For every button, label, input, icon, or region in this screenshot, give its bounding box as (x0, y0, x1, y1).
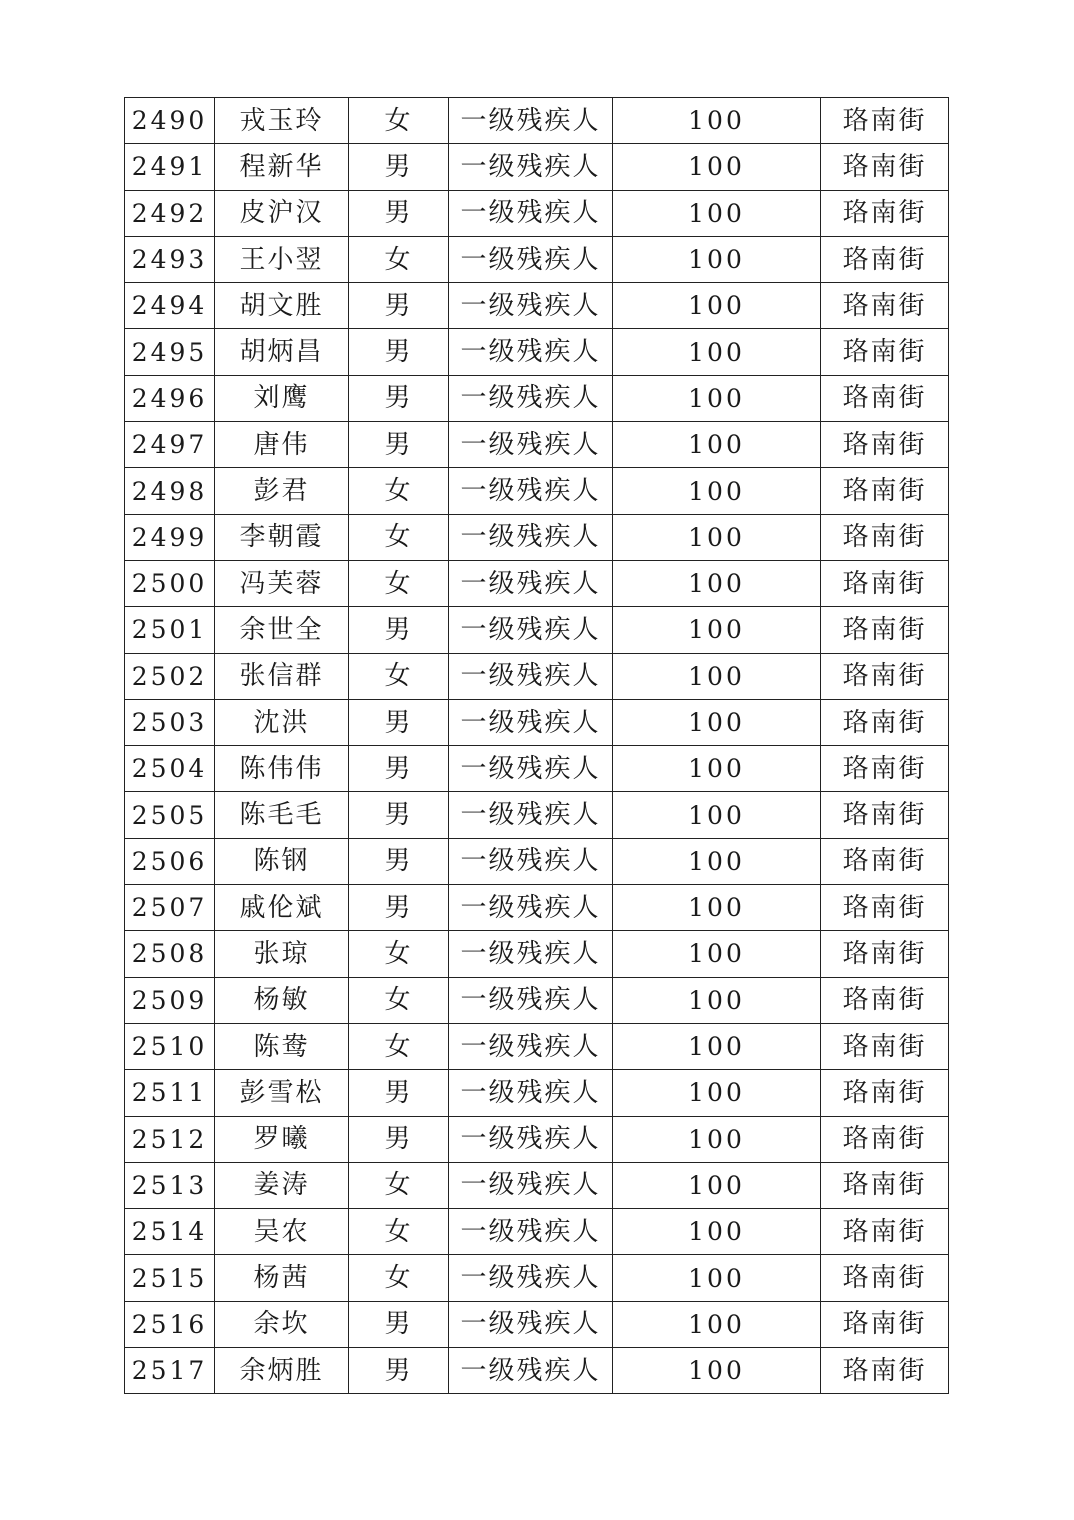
street-cell: 珞南街 (821, 514, 949, 560)
street-cell: 珞南街 (821, 607, 949, 653)
name-cell: 陈毛毛 (215, 792, 349, 838)
street-cell: 珞南街 (821, 1255, 949, 1301)
amount-cell: 100 (613, 98, 821, 144)
name-cell: 王小翌 (215, 236, 349, 282)
gender-cell: 男 (349, 422, 449, 468)
table-row (125, 1301, 949, 1347)
amount-cell: 100 (613, 699, 821, 745)
street-cell: 珞南街 (821, 1301, 949, 1347)
gender-cell: 男 (349, 190, 449, 236)
name-cell: 杨敏 (215, 977, 349, 1023)
serial-number-cell: 2502 (125, 653, 215, 699)
name-cell: 戎玉玲 (215, 98, 349, 144)
serial-number-cell: 2504 (125, 746, 215, 792)
gender-cell: 女 (349, 1209, 449, 1255)
gender-cell: 男 (349, 144, 449, 190)
disability-category-cell: 一级残疾人 (449, 560, 613, 606)
disability-category-cell: 一级残疾人 (449, 468, 613, 514)
gender-cell: 女 (349, 1023, 449, 1069)
street-cell: 珞南街 (821, 329, 949, 375)
disability-category-cell: 一级残疾人 (449, 1348, 613, 1394)
table-row (125, 560, 949, 606)
gender-cell: 女 (349, 977, 449, 1023)
disability-category-cell: 一级残疾人 (449, 422, 613, 468)
street-cell: 珞南街 (821, 699, 949, 745)
serial-number-cell: 2498 (125, 468, 215, 514)
disability-category-cell: 一级残疾人 (449, 1162, 613, 1208)
serial-number-cell: 2507 (125, 885, 215, 931)
table-row (125, 1255, 949, 1301)
amount-cell: 100 (613, 838, 821, 884)
amount-cell: 100 (613, 607, 821, 653)
disability-category-cell: 一级残疾人 (449, 1209, 613, 1255)
amount-cell: 100 (613, 1348, 821, 1394)
table-row (125, 144, 949, 190)
serial-number-cell: 2503 (125, 699, 215, 745)
amount-cell: 100 (613, 236, 821, 282)
serial-number-cell: 2500 (125, 560, 215, 606)
serial-number-cell: 2499 (125, 514, 215, 560)
serial-number-cell: 2492 (125, 190, 215, 236)
street-cell: 珞南街 (821, 1023, 949, 1069)
gender-cell: 男 (349, 607, 449, 653)
street-cell: 珞南街 (821, 653, 949, 699)
disability-category-cell: 一级残疾人 (449, 514, 613, 560)
gender-cell: 女 (349, 560, 449, 606)
disability-category-cell: 一级残疾人 (449, 1023, 613, 1069)
street-cell: 珞南街 (821, 236, 949, 282)
disability-category-cell: 一级残疾人 (449, 375, 613, 421)
gender-cell: 女 (349, 653, 449, 699)
gender-cell: 男 (349, 746, 449, 792)
serial-number-cell: 2511 (125, 1070, 215, 1116)
disability-category-cell: 一级残疾人 (449, 1301, 613, 1347)
amount-cell: 100 (613, 283, 821, 329)
disability-category-cell: 一级残疾人 (449, 190, 613, 236)
amount-cell: 100 (613, 653, 821, 699)
disability-category-cell: 一级残疾人 (449, 977, 613, 1023)
amount-cell: 100 (613, 792, 821, 838)
table-row (125, 699, 949, 745)
serial-number-cell: 2512 (125, 1116, 215, 1162)
serial-number-cell: 2513 (125, 1162, 215, 1208)
serial-number-cell: 2514 (125, 1209, 215, 1255)
name-cell: 戚伦斌 (215, 885, 349, 931)
name-cell: 张信群 (215, 653, 349, 699)
gender-cell: 男 (349, 1116, 449, 1162)
disability-category-cell: 一级残疾人 (449, 699, 613, 745)
name-cell: 冯芙蓉 (215, 560, 349, 606)
amount-cell: 100 (613, 977, 821, 1023)
name-cell: 程新华 (215, 144, 349, 190)
disability-category-cell: 一级残疾人 (449, 329, 613, 375)
street-cell: 珞南街 (821, 1116, 949, 1162)
serial-number-cell: 2490 (125, 98, 215, 144)
disability-category-cell: 一级残疾人 (449, 653, 613, 699)
table-row (125, 1116, 949, 1162)
street-cell: 珞南街 (821, 1209, 949, 1255)
amount-cell: 100 (613, 1023, 821, 1069)
table-row (125, 885, 949, 931)
name-cell: 陈伟伟 (215, 746, 349, 792)
table-row (125, 422, 949, 468)
serial-number-cell: 2491 (125, 144, 215, 190)
street-cell: 珞南街 (821, 838, 949, 884)
name-cell: 李朝霞 (215, 514, 349, 560)
name-cell: 唐伟 (215, 422, 349, 468)
gender-cell: 女 (349, 468, 449, 514)
name-cell: 张琼 (215, 931, 349, 977)
disability-category-cell: 一级残疾人 (449, 792, 613, 838)
table-row (125, 653, 949, 699)
gender-cell: 男 (349, 792, 449, 838)
name-cell: 余炳胜 (215, 1348, 349, 1394)
serial-number-cell: 2510 (125, 1023, 215, 1069)
name-cell: 彭雪松 (215, 1070, 349, 1116)
table-row (125, 1070, 949, 1116)
table-row (125, 1162, 949, 1208)
roster-table-body (125, 98, 949, 1394)
table-row (125, 514, 949, 560)
disability-category-cell: 一级残疾人 (449, 838, 613, 884)
name-cell: 余世全 (215, 607, 349, 653)
amount-cell: 100 (613, 422, 821, 468)
street-cell: 珞南街 (821, 283, 949, 329)
table-row (125, 931, 949, 977)
street-cell: 珞南街 (821, 144, 949, 190)
gender-cell: 男 (349, 1070, 449, 1116)
street-cell: 珞南街 (821, 1348, 949, 1394)
gender-cell: 女 (349, 931, 449, 977)
gender-cell: 男 (349, 1348, 449, 1394)
table-row (125, 977, 949, 1023)
street-cell: 珞南街 (821, 885, 949, 931)
table-row (125, 283, 949, 329)
serial-number-cell: 2505 (125, 792, 215, 838)
gender-cell: 男 (349, 838, 449, 884)
serial-number-cell: 2506 (125, 838, 215, 884)
disability-category-cell: 一级残疾人 (449, 931, 613, 977)
table-row (125, 746, 949, 792)
amount-cell: 100 (613, 190, 821, 236)
gender-cell: 女 (349, 514, 449, 560)
table-row (125, 98, 949, 144)
gender-cell: 女 (349, 98, 449, 144)
name-cell: 刘鹰 (215, 375, 349, 421)
amount-cell: 100 (613, 1162, 821, 1208)
street-cell: 珞南街 (821, 422, 949, 468)
name-cell: 杨茜 (215, 1255, 349, 1301)
roster-table (124, 97, 949, 1394)
gender-cell: 女 (349, 1162, 449, 1208)
amount-cell: 100 (613, 329, 821, 375)
street-cell: 珞南街 (821, 931, 949, 977)
name-cell: 罗曦 (215, 1116, 349, 1162)
table-row (125, 838, 949, 884)
table-row (125, 1209, 949, 1255)
serial-number-cell: 2508 (125, 931, 215, 977)
gender-cell: 女 (349, 1255, 449, 1301)
amount-cell: 100 (613, 885, 821, 931)
name-cell: 彭君 (215, 468, 349, 514)
name-cell: 沈洪 (215, 699, 349, 745)
street-cell: 珞南街 (821, 1162, 949, 1208)
gender-cell: 男 (349, 1301, 449, 1347)
gender-cell: 男 (349, 885, 449, 931)
serial-number-cell: 2509 (125, 977, 215, 1023)
table-row (125, 1023, 949, 1069)
disability-category-cell: 一级残疾人 (449, 236, 613, 282)
street-cell: 珞南街 (821, 560, 949, 606)
street-cell: 珞南街 (821, 1070, 949, 1116)
table-row (125, 375, 949, 421)
serial-number-cell: 2497 (125, 422, 215, 468)
street-cell: 珞南街 (821, 746, 949, 792)
serial-number-cell: 2515 (125, 1255, 215, 1301)
serial-number-cell: 2493 (125, 236, 215, 282)
name-cell: 皮沪汉 (215, 190, 349, 236)
amount-cell: 100 (613, 514, 821, 560)
gender-cell: 男 (349, 329, 449, 375)
serial-number-cell: 2494 (125, 283, 215, 329)
street-cell: 珞南街 (821, 977, 949, 1023)
gender-cell: 男 (349, 699, 449, 745)
name-cell: 姜涛 (215, 1162, 349, 1208)
disability-category-cell: 一级残疾人 (449, 607, 613, 653)
name-cell: 陈钢 (215, 838, 349, 884)
disability-category-cell: 一级残疾人 (449, 283, 613, 329)
street-cell: 珞南街 (821, 98, 949, 144)
serial-number-cell: 2517 (125, 1348, 215, 1394)
table-row (125, 607, 949, 653)
disability-category-cell: 一级残疾人 (449, 1255, 613, 1301)
disability-category-cell: 一级残疾人 (449, 1070, 613, 1116)
disability-category-cell: 一级残疾人 (449, 746, 613, 792)
amount-cell: 100 (613, 375, 821, 421)
table-row (125, 468, 949, 514)
name-cell: 余坎 (215, 1301, 349, 1347)
disability-category-cell: 一级残疾人 (449, 98, 613, 144)
amount-cell: 100 (613, 931, 821, 977)
table-row (125, 236, 949, 282)
name-cell: 陈鸯 (215, 1023, 349, 1069)
amount-cell: 100 (613, 468, 821, 514)
amount-cell: 100 (613, 1116, 821, 1162)
street-cell: 珞南街 (821, 792, 949, 838)
amount-cell: 100 (613, 1301, 821, 1347)
amount-cell: 100 (613, 144, 821, 190)
name-cell: 吴农 (215, 1209, 349, 1255)
amount-cell: 100 (613, 1255, 821, 1301)
name-cell: 胡文胜 (215, 283, 349, 329)
amount-cell: 100 (613, 1209, 821, 1255)
street-cell: 珞南街 (821, 468, 949, 514)
street-cell: 珞南街 (821, 190, 949, 236)
serial-number-cell: 2496 (125, 375, 215, 421)
amount-cell: 100 (613, 746, 821, 792)
serial-number-cell: 2495 (125, 329, 215, 375)
gender-cell: 男 (349, 375, 449, 421)
disability-category-cell: 一级残疾人 (449, 144, 613, 190)
disability-category-cell: 一级残疾人 (449, 1116, 613, 1162)
table-row (125, 792, 949, 838)
street-cell: 珞南街 (821, 375, 949, 421)
amount-cell: 100 (613, 1070, 821, 1116)
table-row (125, 1348, 949, 1394)
table-row (125, 329, 949, 375)
gender-cell: 男 (349, 283, 449, 329)
name-cell: 胡炳昌 (215, 329, 349, 375)
table-row (125, 190, 949, 236)
serial-number-cell: 2501 (125, 607, 215, 653)
gender-cell: 女 (349, 236, 449, 282)
disability-category-cell: 一级残疾人 (449, 885, 613, 931)
serial-number-cell: 2516 (125, 1301, 215, 1347)
amount-cell: 100 (613, 560, 821, 606)
